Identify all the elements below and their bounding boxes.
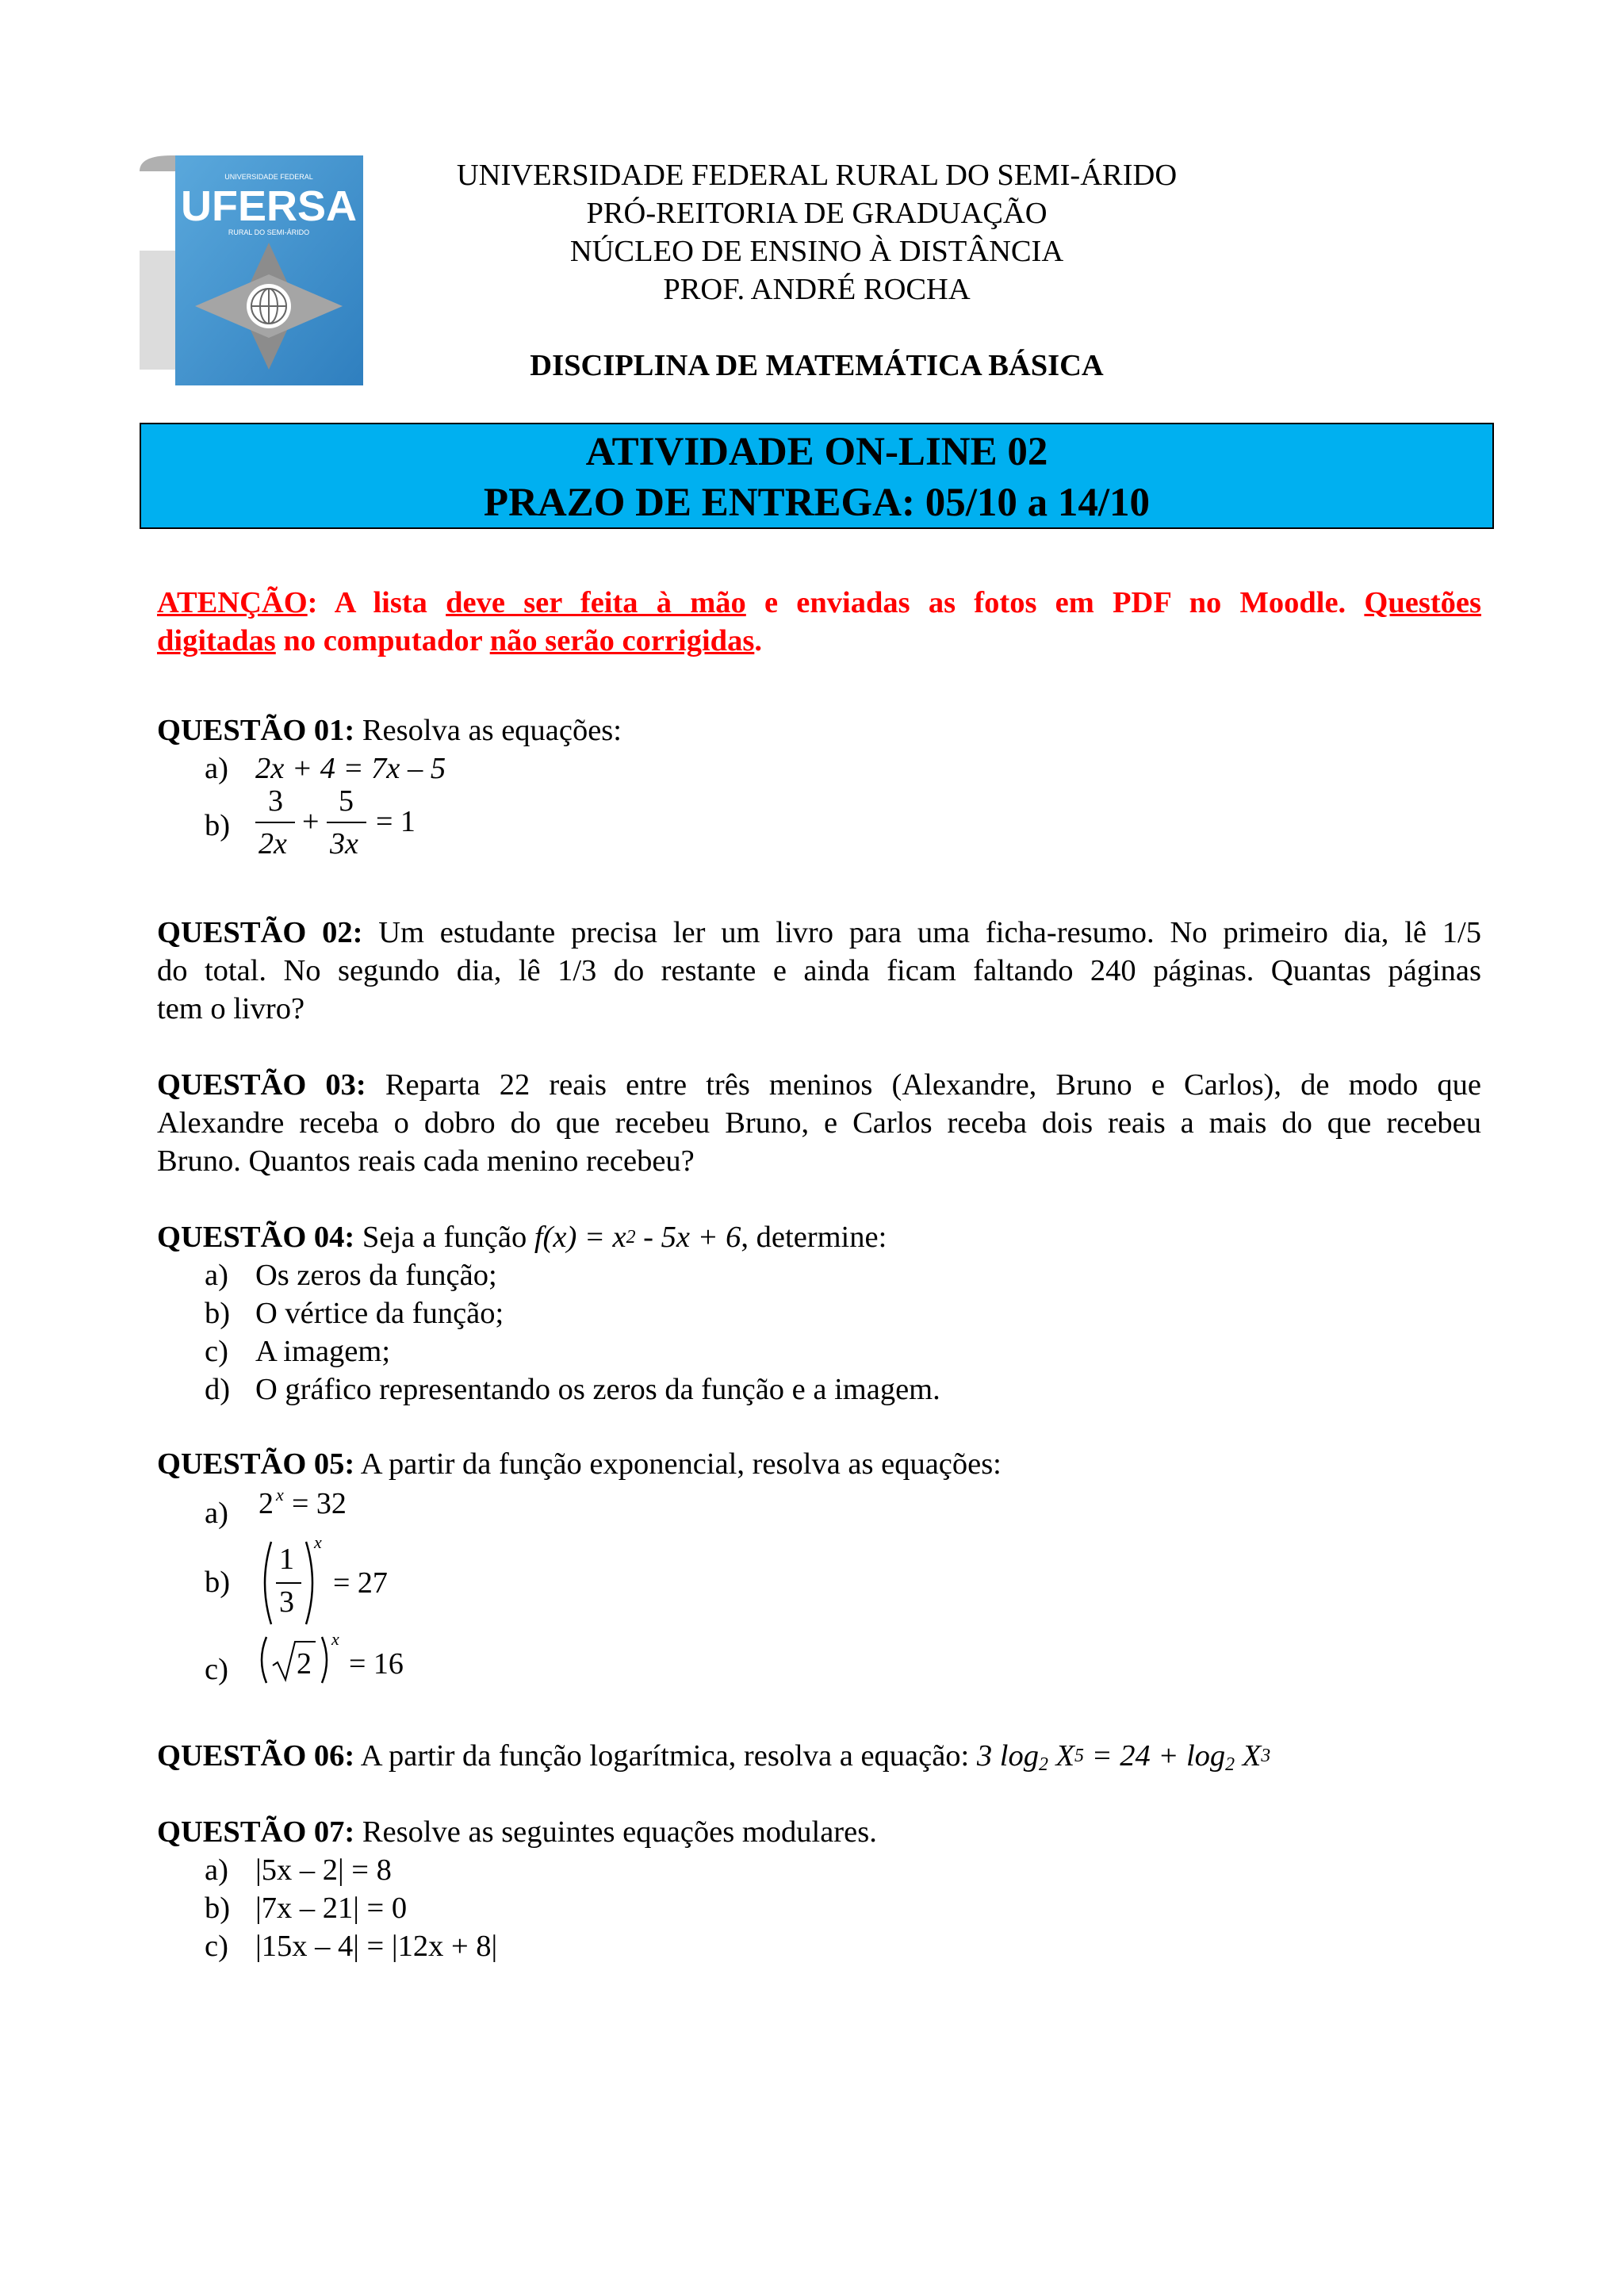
svg-text:RURAL DO SEMI-ÁRIDO: RURAL DO SEMI-ÁRIDO xyxy=(228,228,310,236)
attention-notice: ATENÇÃO: A lista deve ser feita à mão e enviadas as fotos em PDF no Moodle. Questões digitadas no computador não serão corrigidas. xyxy=(157,586,1481,657)
q5-heading: QUESTÃO 05: A partir da função exponencial, resolva as equações: xyxy=(157,1447,1002,1481)
q1-heading: QUESTÃO 01: Resolva as equações: xyxy=(157,714,622,747)
header-professor: PROF. ANDRÉ ROCHA xyxy=(663,273,971,306)
q4-item-text: O vértice da função; xyxy=(255,1297,504,1330)
q1-title: QUESTÃO 01: xyxy=(157,714,355,747)
q5-c-label: c) xyxy=(205,1653,228,1686)
q2-paragraph: QUESTÃO 02: Um estudante precisa ler um livro para uma ficha-resumo. No primeiro dia, lê 1/5 do total. No segundo dia, lê 1/3 do restante e ainda ficam faltando 240 páginas. Quantas páginas tem o livro? xyxy=(157,916,1481,1025)
q6-equation: 3 $\log_2 X^5 = 24 + \log_2 X^3$ xyxy=(976,1739,1271,1775)
header-discipline: DISCIPLINA DE MATEMÁTICA BÁSICA xyxy=(530,349,1104,382)
q5-b-label: b) xyxy=(205,1566,231,1599)
q7-item-label: a) xyxy=(205,1853,228,1887)
q2-title: QUESTÃO 02: xyxy=(157,916,363,949)
q1-a-equation: 2x + 4 = 7x – 5 xyxy=(255,752,446,785)
q4-item-text: O gráfico representando os zeros da função e a imagem. xyxy=(255,1373,940,1406)
logo-text: UFERSA xyxy=(180,182,358,230)
q4-title: QUESTÃO 04: xyxy=(157,1221,355,1254)
q4-item-label: a) xyxy=(205,1259,228,1292)
q4-heading: QUESTÃO 04: Seja a função $f(x) = x^2 - 5x + 6$, determine: xyxy=(157,1221,887,1254)
q7-title: QUESTÃO 07: xyxy=(157,1815,355,1849)
ufersa-logo xyxy=(140,155,363,385)
q1-a-label: a) xyxy=(205,752,228,785)
q4-item-text: Os zeros da função; xyxy=(255,1259,497,1292)
q5-title: QUESTÃO 05: xyxy=(157,1447,355,1481)
q7-heading: QUESTÃO 07: Resolve as seguintes equações modulares. xyxy=(157,1815,877,1849)
q4-item-label: b) xyxy=(205,1297,231,1330)
q4-item-label: d) xyxy=(205,1373,231,1406)
q3-paragraph: QUESTÃO 03: Reparta 22 reais entre três meninos (Alexandre, Bruno e Carlos), de modo que Alexandre receba o dobro do que recebeu Bruno, e Carlos receba dois reais a mais do que recebeu Bruno. Quantos reais cada menino recebeu? xyxy=(157,1068,1482,1178)
q3-title: QUESTÃO 03: xyxy=(157,1068,366,1102)
header-prorectorate: PRÓ-REITORIA DE GRADUAÇÃO xyxy=(586,197,1048,230)
activity-title: ATIVIDADE ON-LINE 02 xyxy=(585,430,1048,474)
q7-item-label: c) xyxy=(205,1930,228,1963)
q4-item-text: A imagem; xyxy=(255,1335,391,1368)
q6-heading: QUESTÃO 06: A partir da função logarítmica, resolva a equação: 3 $\log_2 X^5 = 24 + \log_2 X^3$ xyxy=(157,1739,1271,1775)
q7-item-equation: |15x – 4| = |12x + 8| xyxy=(255,1930,498,1963)
q5-a-label: a) xyxy=(205,1497,228,1530)
activity-banner xyxy=(140,423,1494,529)
attention-label: ATENÇÃO xyxy=(157,586,308,619)
header-nucleus: NÚCLEO DE ENSINO À DISTÂNCIA xyxy=(569,235,1064,268)
q7-item-equation: |5x – 2| = 8 xyxy=(255,1853,392,1887)
q1-b-label: b) xyxy=(205,809,231,842)
q7-item-label: b) xyxy=(205,1892,231,1925)
header-university: UNIVERSIDADE FEDERAL RURAL DO SEMI-ÁRIDO xyxy=(456,159,1178,192)
q4-item-label: c) xyxy=(205,1335,228,1368)
q7-item-equation: |7x – 21| = 0 xyxy=(255,1892,408,1925)
q6-title: QUESTÃO 06: xyxy=(157,1739,355,1773)
deadline: PRAZO DE ENTREGA: 05/10 a 14/10 xyxy=(483,481,1151,525)
svg-text:UNIVERSIDADE FEDERAL: UNIVERSIDADE FEDERAL xyxy=(224,173,313,181)
